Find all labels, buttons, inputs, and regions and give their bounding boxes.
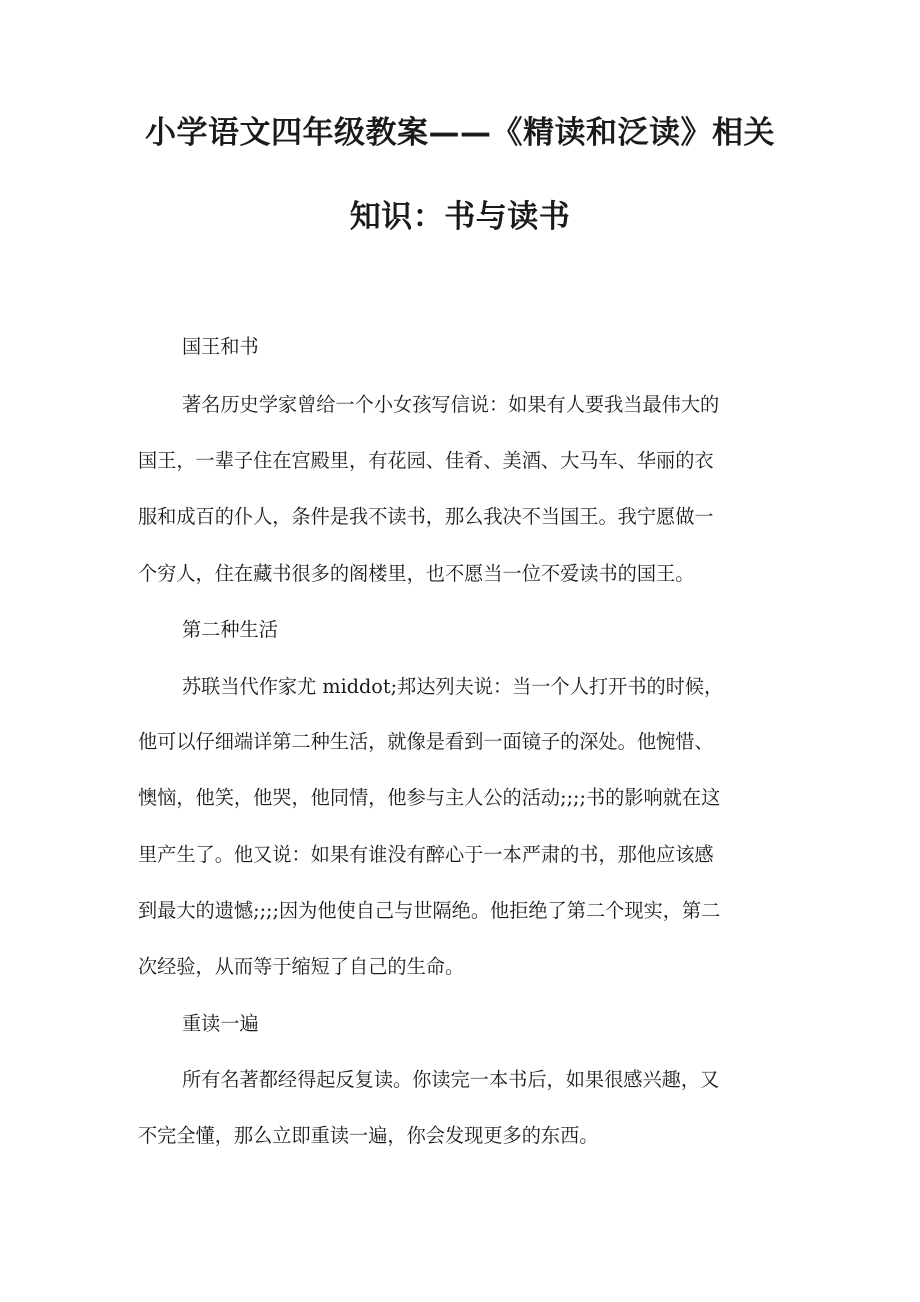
paragraph-line: 不完全懂，那么立即重读一遍，你会发现更多的东西。: [138, 1124, 599, 1147]
section-heading-read-again: 重读一遍: [182, 1012, 259, 1035]
paragraph-line: 次经验，从而等于缩短了自己的生命。: [138, 955, 465, 978]
paragraph-line: 苏联当代作家尤 middot;邦达列夫说：当一个人打开书的时候，: [182, 675, 724, 698]
paragraph-line: 到最大的遗憾;;;;因为他使自己与世隔绝。他拒绝了第二个现实，第二: [138, 899, 721, 922]
paragraph-line: 他可以仔细端详第二种生活，就像是看到一面镜子的深处。他惋惜、: [138, 730, 714, 753]
section-heading-king-and-books: 国王和书: [182, 335, 259, 358]
paragraph-line: 著名历史学家曾给一个小女孩写信说：如果有人要我当最伟大的: [182, 393, 720, 416]
paragraph-line: 所有名著都经得起反复读。你读完一本书后，如果很感兴趣，又: [182, 1068, 720, 1091]
document-title-line-1: 小学语文四年级教案——《精读和泛读》相关: [145, 115, 775, 151]
paragraph-line: 国王，一辈子住在宫殿里，有花园、佳肴、美酒、大马车、华丽的衣: [138, 449, 714, 472]
paragraph-line: 个穷人，住在藏书很多的阁楼里，也不愿当一位不爱读书的国王。: [138, 562, 695, 585]
paragraph-line: 服和成百的仆人，条件是我不读书，那么我决不当国王。我宁愿做一: [138, 505, 714, 528]
paragraph-line: 懊恼，他笑，他哭，他同情，他参与主人公的活动;;;;书的影响就在这: [138, 786, 721, 809]
section-heading-second-life: 第二种生活: [182, 618, 278, 641]
paragraph-line: 里产生了。他又说：如果有谁没有醉心于一本严肃的书，那他应该感: [138, 843, 714, 866]
document-title-line-2: 知识：书与读书: [349, 199, 571, 235]
